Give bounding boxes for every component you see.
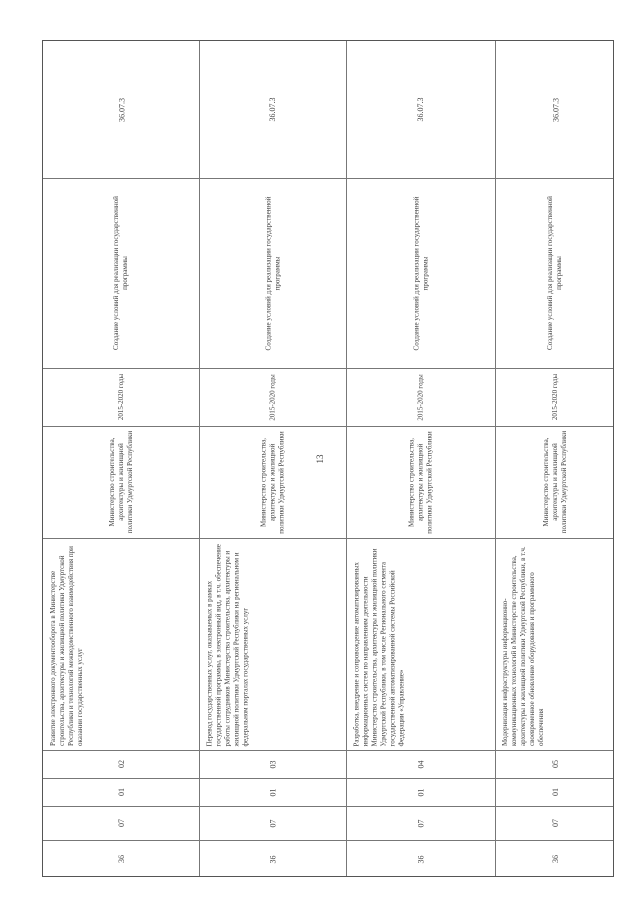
cell-result bbox=[43, 178, 199, 368]
executor-text: Министерство строительства, архитектуры и жилищной политики Удмуртской Республики bbox=[259, 430, 285, 534]
cell-executor bbox=[346, 426, 495, 538]
pp-text: 07 bbox=[416, 819, 425, 827]
cell-result bbox=[199, 178, 346, 368]
cell-period bbox=[43, 368, 199, 426]
cell-result bbox=[495, 178, 615, 368]
om-text: 01 bbox=[116, 788, 126, 796]
cell-executor bbox=[495, 426, 615, 538]
indicator-text: 36.07.3 bbox=[550, 97, 560, 122]
cell-executor bbox=[43, 426, 199, 538]
page-number: 13 bbox=[315, 454, 325, 464]
cell-description bbox=[43, 538, 199, 750]
pp-text: 07 bbox=[116, 819, 126, 827]
om-text: 01 bbox=[268, 788, 277, 796]
cell-result bbox=[346, 178, 495, 368]
program-table bbox=[42, 40, 614, 877]
cell-pp bbox=[199, 806, 346, 840]
cell-period bbox=[495, 368, 615, 426]
m-text: 02 bbox=[116, 760, 126, 768]
result-text: Создание условий для реализации государственной программы bbox=[411, 196, 429, 350]
period-text: 2015-2020 годы bbox=[268, 373, 276, 421]
executor-text: Министерство строительства, архитектуры и жилищной политики Удмуртской Республики bbox=[107, 430, 134, 534]
om-text: 01 bbox=[416, 788, 425, 796]
cell-gp bbox=[346, 840, 495, 878]
cell-indicator bbox=[495, 41, 615, 178]
cell-m bbox=[346, 750, 495, 778]
m-text: 04 bbox=[416, 760, 425, 768]
result-text: Создание условий для реализации государственной программы bbox=[546, 196, 563, 350]
gp-text: 36 bbox=[550, 855, 560, 863]
result-text: Создание условий для реализации государственной программы bbox=[112, 196, 129, 350]
period-text: 2015-2020 годы bbox=[116, 373, 125, 421]
executor-text: Министерство строительства, архитектуры и жилищной политики Удмуртской Республики bbox=[541, 430, 568, 534]
description-text: Модернизация инфраструктуры информационно-коммуникационных технологий в Министерстве строительства, архитектуры и жилищной политики Удмуртской Республики, в т.ч. своевременное обновление оборудования и программного обеспечения bbox=[501, 546, 545, 746]
period-text: 2015-2020 годы bbox=[416, 373, 424, 421]
cell-description bbox=[495, 538, 615, 750]
om-text: 01 bbox=[550, 788, 560, 796]
gp-text: 36 bbox=[268, 855, 277, 863]
cell-pp bbox=[346, 806, 495, 840]
executor-text: Министерство строительства, архитектуры и жилищной политики Удмуртской Республики bbox=[407, 430, 433, 534]
cell-indicator bbox=[43, 41, 199, 178]
cell-m bbox=[495, 750, 615, 778]
cell-m bbox=[199, 750, 346, 778]
cell-indicator bbox=[199, 41, 346, 178]
indicator-text: 36.07.3 bbox=[268, 97, 277, 122]
cell-om bbox=[495, 778, 615, 806]
cell-om bbox=[199, 778, 346, 806]
indicator-text: 36.07.3 bbox=[416, 97, 425, 122]
period-text: 2015-2020 годы bbox=[550, 373, 559, 421]
cell-indicator bbox=[346, 41, 495, 178]
indicator-text: 36.07.3 bbox=[116, 97, 126, 122]
cell-m bbox=[43, 750, 199, 778]
pp-text: 07 bbox=[550, 819, 560, 827]
cell-description bbox=[199, 538, 346, 750]
description-text: Развитие электронного документооборота в Министерстве строительства, архитектуры и жилищной политики Удмуртской Республики и технологий межведомственного взаимодействия при оказании государственных услуг bbox=[49, 546, 84, 746]
cell-description bbox=[346, 538, 495, 750]
cell-pp bbox=[495, 806, 615, 840]
m-text: 03 bbox=[268, 760, 277, 768]
cell-executor bbox=[199, 426, 346, 538]
m-text: 05 bbox=[550, 760, 560, 768]
gp-text: 36 bbox=[416, 855, 425, 863]
cell-gp bbox=[199, 840, 346, 878]
cell-om bbox=[43, 778, 199, 806]
description-text: Перевод государственных услуг, оказываемых в рамках государственной программы, в электронный вид, в т.ч. обеспечение работы сотрудников Министерства строительства, архитектуры и жилищной политики Удмуртской Республики на региональном и федеральном порталах государственных услуг bbox=[205, 543, 249, 746]
cell-pp bbox=[43, 806, 199, 840]
result-text: Создание условий для реализации государственной программы bbox=[263, 196, 281, 350]
pp-text: 07 bbox=[268, 819, 277, 827]
cell-period bbox=[346, 368, 495, 426]
cell-gp bbox=[43, 840, 199, 878]
cell-om bbox=[346, 778, 495, 806]
cell-period bbox=[199, 368, 346, 426]
gp-text: 36 bbox=[116, 855, 126, 863]
cell-gp bbox=[495, 840, 615, 878]
description-text: Разработка, внедрение и сопровождение автоматизированных информационных систем по направлениям деятельности Министерства строительства, архитектуры и жилищной политики Удмуртской Республики, в том числе Регионального сегмента государственной автоматизированной системы Российской Федерации «Управление» bbox=[352, 548, 405, 746]
